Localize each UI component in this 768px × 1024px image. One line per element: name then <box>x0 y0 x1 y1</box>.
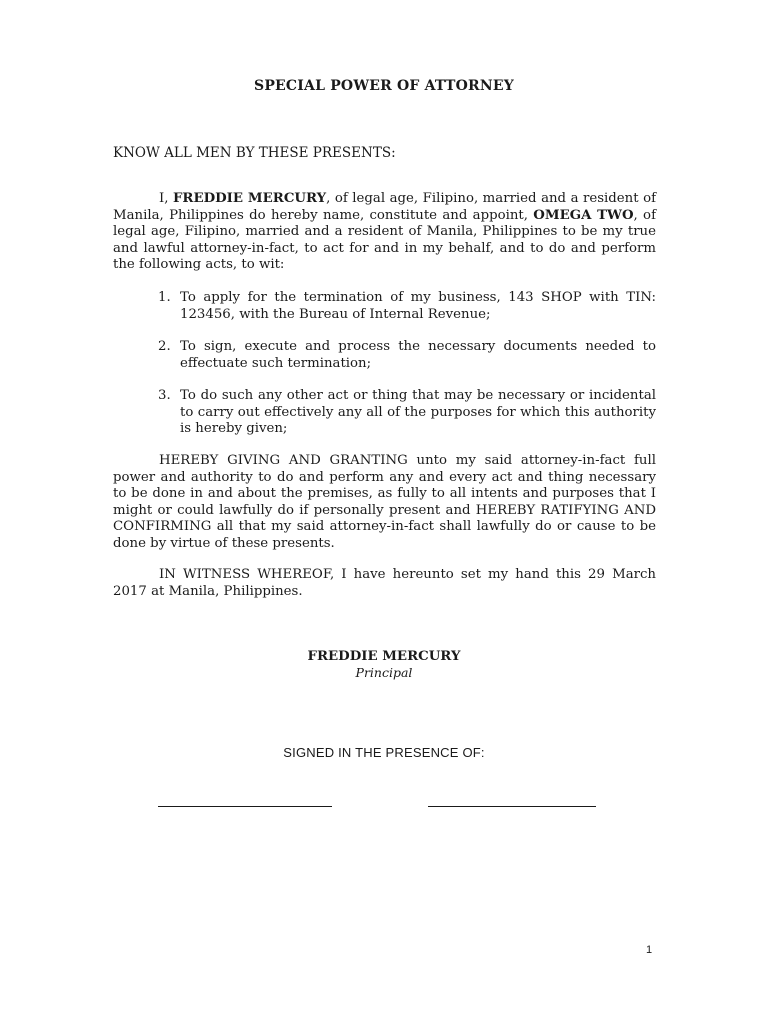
list-item-number: 1. <box>158 290 171 305</box>
opening-post-attorney: , of legal age, Filipino, married and a resident of Manila, Philippines to be my true and lawful attorney-in-fact, to act for and in my behalf, and to do and perform the following acts, to wit: <box>113 207 656 272</box>
list-item-text: To sign, execute and process the necessary documents needed to effectuate such termination; <box>180 339 656 371</box>
witness-signature-line-1 <box>158 806 332 807</box>
granting-text: HEREBY GIVING AND GRANTING unto my said attorney-in-fact full power and authority to do and perform any and every act and thing necessary to be done in and about the premises, as fully to all intents and purposes that I might or could lawfully do if personally present and HEREBY RATIFYING AND CONFIRMING all that my said attorney-in-fact shall lawfully do or cause to be done by virtue of these presents. <box>113 453 656 551</box>
list-item-number: 2. <box>158 339 171 354</box>
attorney-name-inline: OMEGA TWO <box>533 207 634 223</box>
witnesses-heading: SIGNED IN THE PRESENCE OF: <box>283 745 485 760</box>
page-number: 1 <box>646 944 653 956</box>
opening-pre-principal: I, <box>159 191 173 206</box>
witness-text: IN WITNESS WHEREOF, I have hereunto set my hand this 29 March 2017 at Manila, Philippines. <box>113 567 656 599</box>
list-item-text: To do such any other act or thing that may be necessary or incidental to carry out effectively any all of the purposes for which this authority is hereby given; <box>180 388 656 436</box>
opening-mid: , of legal age, Filipino, married and a resident of Manila, Philippines do hereby name, constitute and appoint, <box>113 191 657 223</box>
list-item <box>158 388 656 438</box>
list-item-text: To apply for the termination of my business, 143 SHOP with TIN: 123456, with the Bureau of Internal Revenue; <box>180 290 656 322</box>
document-title: SPECIAL POWER OF ATTORNEY <box>254 78 514 94</box>
list-item-number: 3. <box>158 388 171 403</box>
list-item <box>158 290 656 323</box>
granting-paragraph <box>113 453 656 552</box>
signatory-role: Principal <box>355 665 413 680</box>
witness-paragraph <box>113 567 656 600</box>
principal-name-inline: FREDDIE MERCURY <box>172 191 327 206</box>
opening-paragraph <box>113 191 656 274</box>
list-item <box>158 339 656 372</box>
witness-signature-line-2 <box>428 806 596 807</box>
salutation: KNOW ALL MEN BY THESE PRESENTS: <box>113 145 396 161</box>
signatory-name: FREDDIE MERCURY <box>307 649 461 664</box>
